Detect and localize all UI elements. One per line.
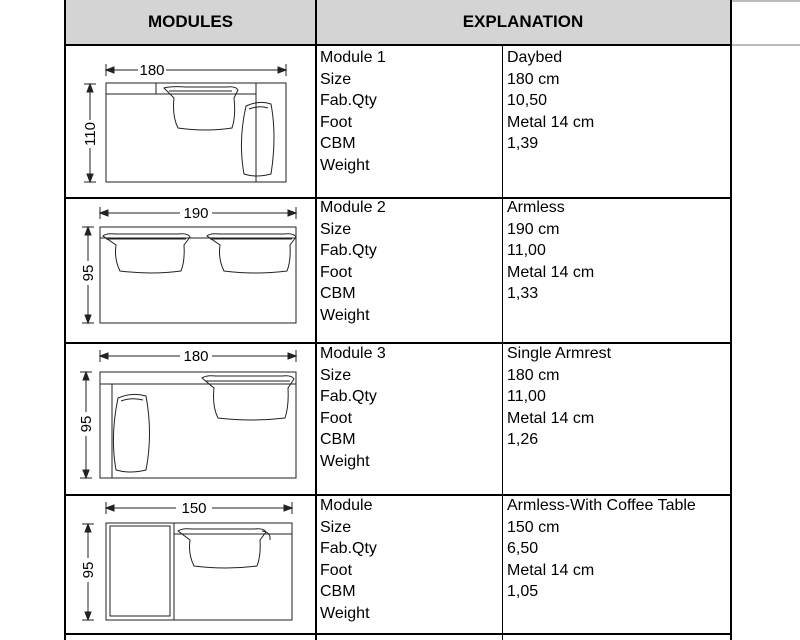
weight-label: Weight bbox=[320, 452, 370, 470]
module-1-depth-label: 110 bbox=[82, 122, 99, 146]
foot-label: Foot bbox=[320, 263, 353, 281]
fabric-qty-value: 11,00 bbox=[507, 242, 546, 259]
module-type-value: Armless bbox=[507, 199, 565, 216]
weight-label: Weight bbox=[320, 306, 370, 324]
cbm-value: 1,39 bbox=[507, 135, 539, 152]
cbm-label: CBM bbox=[320, 135, 356, 152]
module-type-value: Armless-With Coffee Table bbox=[507, 497, 696, 514]
grid-line bbox=[315, 0, 317, 640]
cbm-label: CBM bbox=[320, 285, 356, 302]
module-3-values bbox=[507, 343, 732, 472]
module-4-width-label: 150 bbox=[181, 500, 207, 517]
cbm-value: 1,26 bbox=[507, 431, 539, 448]
modules-header: MODULES bbox=[66, 0, 315, 44]
module-name-label: Module 3 bbox=[320, 345, 386, 362]
module-3-diagram bbox=[66, 344, 315, 494]
fabric-qty-label: Fab.Qty bbox=[320, 242, 377, 259]
foot-value: Metal 14 cm bbox=[507, 409, 595, 427]
fabric-qty-label: Fab.Qty bbox=[320, 540, 377, 557]
module-4-diagram bbox=[66, 496, 315, 633]
size-value: 180 cm bbox=[507, 366, 560, 384]
module-4-depth-label: 95 bbox=[80, 561, 97, 579]
grid-line bbox=[732, 0, 800, 2]
module-2-diagram bbox=[66, 199, 315, 342]
foot-label: Foot bbox=[320, 561, 353, 579]
module-name-label: Module bbox=[320, 497, 373, 514]
module-name-label: Module 1 bbox=[320, 49, 386, 66]
module-3-width-label: 180 bbox=[183, 348, 209, 365]
size-label: Size bbox=[320, 366, 352, 384]
foot-label: Foot bbox=[320, 409, 353, 427]
module-1-values bbox=[507, 47, 732, 176]
size-value: 180 cm bbox=[507, 70, 560, 88]
module-3-labels bbox=[320, 343, 500, 472]
module-4-values bbox=[507, 495, 732, 624]
module-2-width-label: 190 bbox=[183, 205, 209, 222]
size-label: Size bbox=[320, 220, 352, 238]
weight-value bbox=[507, 305, 732, 327]
module-name-label: Module 2 bbox=[320, 199, 386, 216]
size-label: Size bbox=[320, 70, 352, 88]
module-4-labels bbox=[320, 495, 500, 624]
size-value: 150 cm bbox=[507, 518, 560, 536]
fabric-qty-label: Fab.Qty bbox=[320, 92, 377, 109]
explanation-header: EXPLANATION bbox=[316, 0, 730, 44]
fabric-qty-value: 6,50 bbox=[507, 540, 539, 557]
cbm-value: 1,33 bbox=[507, 285, 539, 302]
size-label: Size bbox=[320, 518, 352, 536]
size-value: 190 cm bbox=[507, 220, 560, 238]
cbm-value: 1,05 bbox=[507, 583, 539, 600]
foot-value: Metal 14 cm bbox=[507, 113, 595, 131]
foot-value: Metal 14 cm bbox=[507, 263, 595, 281]
module-2-values bbox=[507, 197, 732, 326]
row-divider bbox=[64, 633, 732, 635]
module-1-labels bbox=[320, 47, 500, 176]
module-type-value: Daybed bbox=[507, 49, 563, 66]
weight-label: Weight bbox=[320, 604, 370, 622]
weight-label: Weight bbox=[320, 156, 370, 174]
module-2-depth-label: 95 bbox=[80, 264, 97, 282]
fabric-qty-value: 11,00 bbox=[507, 388, 546, 405]
cbm-label: CBM bbox=[320, 431, 356, 448]
cbm-label: CBM bbox=[320, 583, 356, 600]
fabric-qty-label: Fab.Qty bbox=[320, 388, 377, 405]
weight-value bbox=[507, 451, 732, 473]
module-2-labels bbox=[320, 197, 500, 326]
weight-value bbox=[507, 155, 732, 177]
module-type-value: Single Armrest bbox=[507, 345, 612, 362]
module-3-depth-label: 95 bbox=[78, 415, 95, 433]
grid-line bbox=[732, 44, 800, 46]
foot-label: Foot bbox=[320, 113, 353, 131]
foot-value: Metal 14 cm bbox=[507, 561, 595, 579]
module-1-diagram bbox=[66, 46, 315, 197]
fabric-qty-value: 10,50 bbox=[507, 92, 548, 109]
weight-value bbox=[507, 603, 732, 625]
module-1-width-label: 180 bbox=[139, 62, 165, 79]
